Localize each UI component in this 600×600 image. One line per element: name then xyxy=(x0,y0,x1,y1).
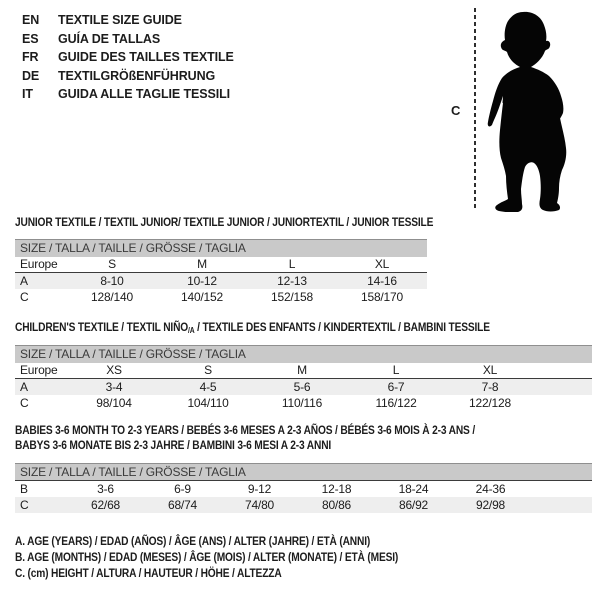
table-row-height xyxy=(15,395,592,411)
language-code: DE xyxy=(22,68,40,83)
height-cell: 86/92 xyxy=(398,498,429,512)
language-row xyxy=(22,67,234,86)
size-header-bar: SIZE / TALLA / TAILLE / GRÖSSE / TAGLIA xyxy=(15,345,592,363)
language-row xyxy=(22,11,234,30)
size-header-bar: SIZE / TALLA / TAILLE / GRÖSSE / TAGLIA xyxy=(15,463,592,481)
baby-silhouette-icon xyxy=(487,8,595,212)
height-cell: 62/68 xyxy=(90,498,121,512)
table-row-height xyxy=(15,497,592,513)
table-row-months xyxy=(15,481,592,497)
table-row-europe xyxy=(15,257,427,273)
language-code: FR xyxy=(22,50,39,64)
row-label: C xyxy=(20,498,29,512)
table-row-age xyxy=(15,379,592,395)
language-list xyxy=(22,11,234,104)
age-cell: 12-18 xyxy=(321,482,352,496)
height-cell: 104/110 xyxy=(187,396,229,410)
language-label: GUIDE DES TAILLES TEXTILE xyxy=(58,50,234,64)
height-cell: 158/170 xyxy=(361,290,403,304)
age-cell: 12-13 xyxy=(277,274,307,288)
height-cell: 92/98 xyxy=(475,498,506,512)
language-row xyxy=(22,48,234,67)
age-cell: 18-24 xyxy=(398,482,429,496)
language-code: IT xyxy=(22,87,33,101)
size-cell: L xyxy=(288,257,296,271)
language-label: GUÍA DE TALLAS xyxy=(58,31,161,46)
age-cell: 10-12 xyxy=(187,274,217,288)
size-cell: L xyxy=(392,363,400,377)
row-label: B xyxy=(20,482,28,496)
height-cell: 152/158 xyxy=(271,290,313,304)
age-cell: 5-6 xyxy=(293,380,311,394)
row-label: Europe xyxy=(20,257,58,271)
language-row xyxy=(22,85,234,104)
height-cell: 68/74 xyxy=(167,498,198,512)
title-line: BABIES 3-6 MONTH TO 2-3 YEARS / BEBÉS 3-6 MESES A 2-3 AÑOS / BÉBÉS 3-6 MOIS À 2-3 ANS / xyxy=(15,423,476,437)
table-row-europe xyxy=(15,363,592,379)
title-subscript: /A xyxy=(188,326,195,335)
junior-table-title: JUNIOR TEXTILE / TEXTIL JUNIOR/ TEXTILE JUNIOR / JUNIORTEXTIL / JUNIOR TESSILE xyxy=(15,215,434,229)
table-row-age xyxy=(15,273,427,289)
row-label: Europe xyxy=(20,363,58,377)
note-age-months: B. AGE (MONTHS) / EDAD (MESES) / ÂGE (MOIS) / ALTER (MONATE) / ETÀ (MESI) xyxy=(15,550,399,564)
height-cell: 74/80 xyxy=(244,498,275,512)
row-label: C xyxy=(20,290,29,304)
height-marker-label: C xyxy=(451,103,461,118)
age-cell: 24-36 xyxy=(475,482,506,496)
age-cell: 3-6 xyxy=(97,482,114,496)
age-cell: 7-8 xyxy=(481,380,499,394)
language-code: ES xyxy=(22,31,39,46)
size-cell: M xyxy=(197,257,207,271)
height-cell: 128/140 xyxy=(91,290,133,304)
age-cell: 9-12 xyxy=(247,482,272,496)
size-cell: S xyxy=(108,257,116,271)
size-cell: M xyxy=(297,363,307,377)
size-cell: XL xyxy=(374,257,390,271)
age-cell: 4-5 xyxy=(199,380,217,394)
title-part: / TEXTILE DES ENFANTS / KINDERTEXTIL / BAMBINI TESSILE xyxy=(194,320,490,334)
language-label: TEXTILE SIZE GUIDE xyxy=(58,13,182,27)
babies-table-title xyxy=(15,423,475,453)
children-table-title xyxy=(15,320,490,334)
note-height-cm: C. (cm) HEIGHT / ALTURA / HAUTEUR / HÖHE / ALTEZZA xyxy=(15,566,282,580)
height-cell: 116/122 xyxy=(375,396,417,410)
children-size-table xyxy=(15,345,592,411)
table-row-height xyxy=(15,289,427,305)
size-cell: XL xyxy=(482,363,498,377)
title-part: CHILDREN'S TEXTILE / TEXTIL NIÑO xyxy=(15,320,189,334)
age-cell: 6-9 xyxy=(174,482,191,496)
age-cell: 3-4 xyxy=(105,380,123,394)
language-label: GUIDA ALLE TAGLIE TESSILI xyxy=(58,87,231,101)
height-dashed-line xyxy=(474,8,476,210)
title-line: BABYS 3-6 MONATE BIS 2-3 JAHRE / BAMBINI 3-6 MESI A 2-3 ANNI xyxy=(15,438,332,452)
age-cell: 8-10 xyxy=(100,274,124,288)
age-cell: 6-7 xyxy=(387,380,405,394)
size-header-bar: SIZE / TALLA / TAILLE / GRÖSSE / TAGLIA xyxy=(15,239,427,257)
height-cell: 110/116 xyxy=(281,396,323,410)
row-label: A xyxy=(20,380,28,394)
babies-size-table xyxy=(15,463,592,513)
height-cell: 98/104 xyxy=(96,396,132,410)
row-label: A xyxy=(20,274,28,288)
note-age-years: A. AGE (YEARS) / EDAD (AÑOS) / ÂGE (ANS) / ALTER (JAHRE) / ETÀ (ANNI) xyxy=(15,534,371,548)
size-cell: XS xyxy=(106,363,122,377)
age-cell: 14-16 xyxy=(367,274,397,288)
height-cell: 140/152 xyxy=(181,290,223,304)
height-cell: 80/86 xyxy=(321,498,352,512)
height-cell: 122/128 xyxy=(469,396,511,410)
language-row xyxy=(22,30,234,49)
language-label: TEXTILGRÖßENFÜHRUNG xyxy=(58,68,216,83)
size-cell: S xyxy=(204,363,212,377)
junior-size-table xyxy=(15,239,427,305)
language-code: EN xyxy=(22,13,40,27)
row-label: C xyxy=(20,396,29,410)
